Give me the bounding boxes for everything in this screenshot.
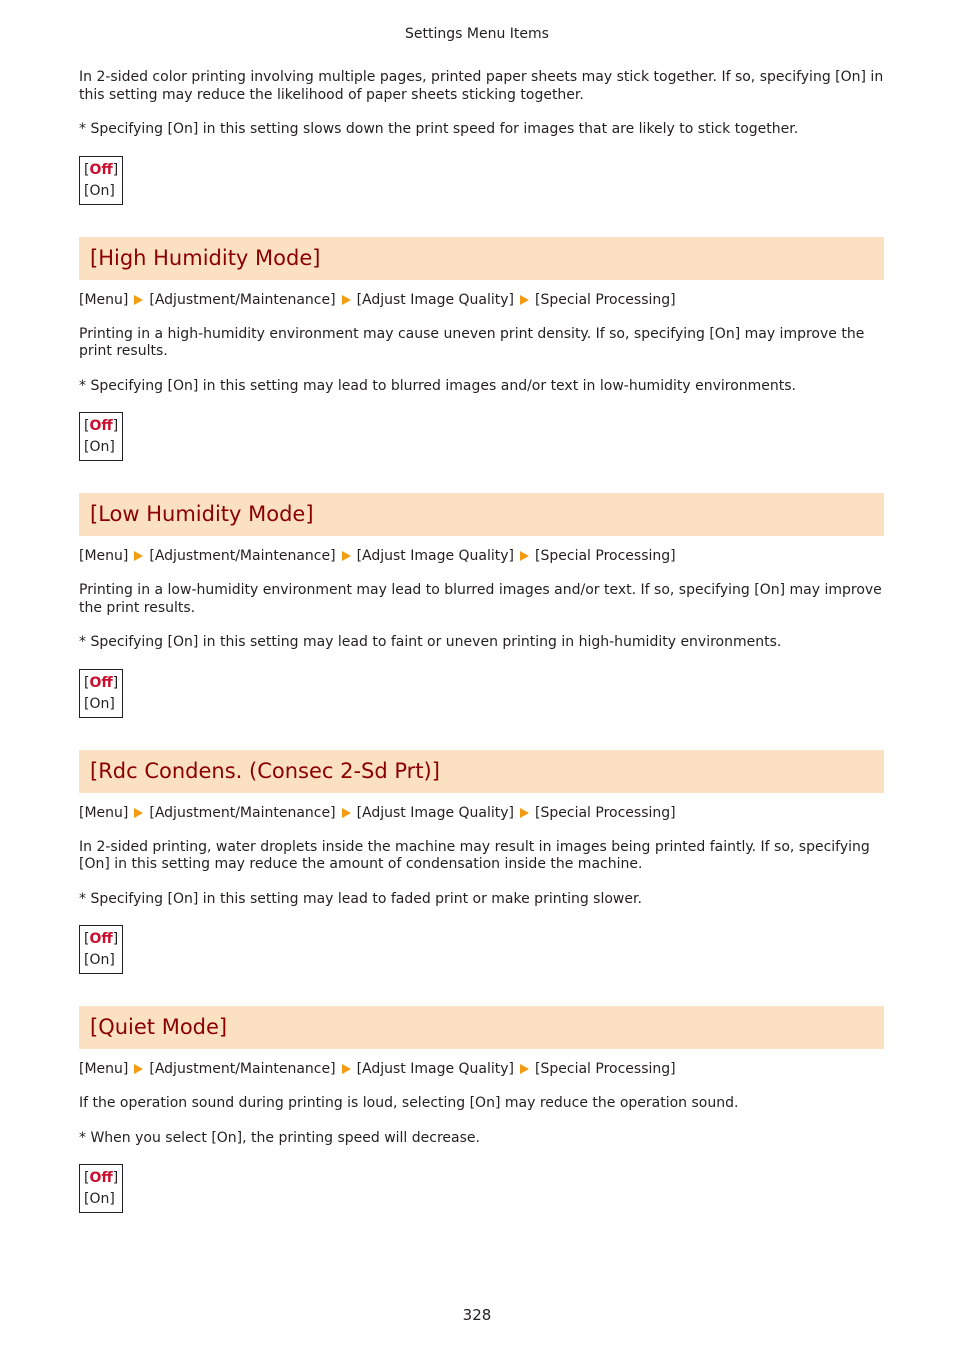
option-off: [Off] <box>84 161 119 178</box>
option-off: [Off] <box>84 1170 119 1186</box>
arrow-right-icon <box>342 808 351 818</box>
arrow-right-icon <box>134 551 143 561</box>
section-note: * Specifying [On] in this setting may lead to blurred images and/or text in low-humidity environments. <box>79 377 796 394</box>
page-content <box>79 69 884 1213</box>
default-value: Off <box>89 931 113 947</box>
section-description: In 2-sided printing, water droplets inside the machine may result in images being printed faintly. If so, specifying [On] in this setting may reduce the amount of condensation inside the machine. <box>79 838 870 872</box>
breadcrumb-item: [Adjust Image Quality] <box>356 804 515 821</box>
option-list <box>79 412 123 461</box>
breadcrumb-item: [Special Processing] <box>535 291 676 308</box>
arrow-right-icon <box>520 295 529 305</box>
arrow-right-icon <box>134 295 143 305</box>
option-on: [On] <box>84 182 115 199</box>
arrow-right-icon <box>342 295 351 305</box>
section-high-humidity-mode <box>79 237 884 462</box>
option-list <box>79 1164 123 1213</box>
section-title: [Low Humidity Mode] <box>79 493 884 536</box>
section-note: * Specifying [On] in this setting may lead to faded print or make printing slower. <box>79 890 642 907</box>
section-low-humidity-mode <box>79 493 884 718</box>
arrow-right-icon <box>342 1064 351 1074</box>
page-header: Settings Menu Items <box>405 26 549 42</box>
option-off: [Off] <box>84 931 119 947</box>
breadcrumb-item: [Menu] <box>79 1061 129 1077</box>
default-value: Off <box>89 418 113 434</box>
breadcrumb-item: [Adjustment/Maintenance] <box>149 548 336 564</box>
breadcrumb <box>79 547 884 565</box>
breadcrumb-item: [Menu] <box>79 291 129 308</box>
section-note: * Specifying [On] in this setting may lead to faint or uneven printing in high-humidity environments. <box>79 634 782 650</box>
breadcrumb-item: [Special Processing] <box>535 1061 676 1077</box>
option-list <box>79 156 123 205</box>
breadcrumb-item: [Menu] <box>79 804 129 821</box>
section-title: [Quiet Mode] <box>79 1006 884 1049</box>
breadcrumb <box>79 804 884 822</box>
section-note: * When you select [On], the printing speed will decrease. <box>79 1129 480 1146</box>
option-list <box>79 669 123 718</box>
section-description: Printing in a high-humidity environment may cause uneven print density. If so, specifying [On] may improve the print results. <box>79 325 865 359</box>
arrow-right-icon <box>520 1064 529 1074</box>
breadcrumb <box>79 1060 884 1078</box>
option-off: [Off] <box>84 418 119 434</box>
breadcrumb-item: [Special Processing] <box>535 548 676 564</box>
arrow-right-icon <box>520 808 529 818</box>
arrow-right-icon <box>342 551 351 561</box>
intro-note: * Specifying [On] in this setting slows down the print speed for images that are likely to stick together. <box>79 121 799 137</box>
page-number: 328 <box>462 1306 492 1324</box>
default-value: Off <box>89 161 113 178</box>
option-on: [On] <box>84 695 115 712</box>
arrow-right-icon <box>134 1064 143 1074</box>
breadcrumb-item: [Adjustment/Maintenance] <box>149 804 336 821</box>
arrow-right-icon <box>134 808 143 818</box>
breadcrumb-item: [Special Processing] <box>535 804 676 821</box>
intro-description: In 2-sided color printing involving multiple pages, printed paper sheets may stick together. If so, specifying [On] in this setting may reduce the likelihood of paper sheets sticking together. <box>79 69 884 103</box>
intro-block <box>79 69 884 205</box>
breadcrumb-item: [Adjust Image Quality] <box>356 291 515 308</box>
option-on: [On] <box>84 1191 115 1207</box>
breadcrumb-item: [Adjustment/Maintenance] <box>149 291 336 308</box>
breadcrumb-item: [Menu] <box>79 548 129 564</box>
breadcrumb-item: [Adjustment/Maintenance] <box>149 1061 336 1077</box>
breadcrumb <box>79 291 884 309</box>
breadcrumb-item: [Adjust Image Quality] <box>356 1061 515 1077</box>
option-list <box>79 925 123 974</box>
section-description: If the operation sound during printing is loud, selecting [On] may reduce the operation sound. <box>79 1095 739 1111</box>
option-on: [On] <box>84 952 115 968</box>
section-title: [High Humidity Mode] <box>79 237 884 280</box>
default-value: Off <box>89 1170 113 1186</box>
section-title: [Rdc Condens. (Consec 2-Sd Prt)] <box>79 750 884 793</box>
default-value: Off <box>89 674 113 691</box>
breadcrumb-item: [Adjust Image Quality] <box>356 548 515 564</box>
arrow-right-icon <box>520 551 529 561</box>
section-rdc-condens <box>79 750 884 975</box>
option-off: [Off] <box>84 674 119 691</box>
section-quiet-mode <box>79 1006 884 1213</box>
section-description: Printing in a low-humidity environment may lead to blurred images and/or text. If so, specifying [On] may improve the print results. <box>79 582 882 616</box>
option-on: [On] <box>84 439 115 455</box>
